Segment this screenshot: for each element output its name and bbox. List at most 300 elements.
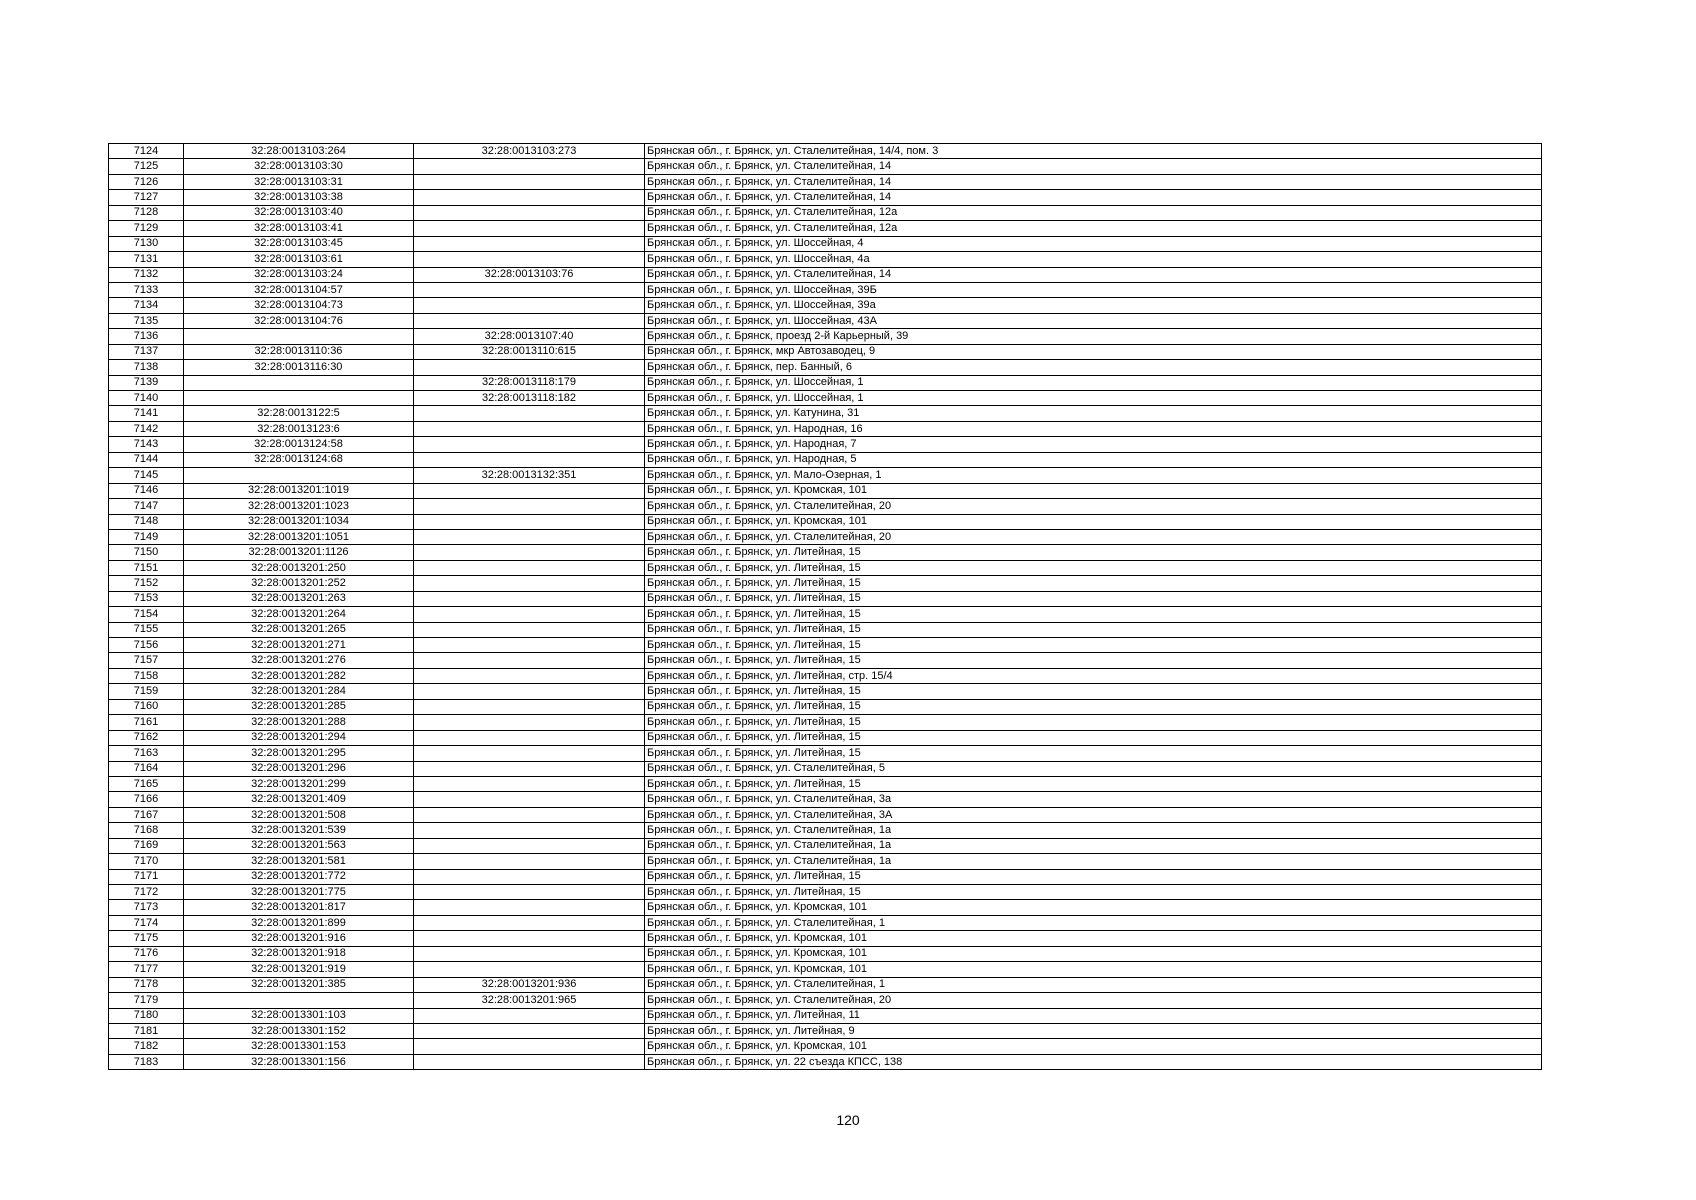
row-number-cell: 7170 bbox=[109, 854, 184, 869]
cadastral-number-cell: 32:28:0013201:271 bbox=[184, 638, 414, 653]
cadastral-number-secondary-cell bbox=[414, 699, 645, 714]
address-cell: Брянская обл., г. Брянск, ул. Шоссейная, 4 bbox=[645, 236, 1542, 251]
cadastral-number-secondary-cell bbox=[414, 236, 645, 251]
cadastral-number-cell bbox=[184, 391, 414, 406]
cadastral-number-cell: 32:28:0013201:265 bbox=[184, 622, 414, 637]
registry-table bbox=[108, 143, 1542, 1070]
address-cell: Брянская обл., г. Брянск, ул. Литейная, 15 bbox=[645, 776, 1542, 791]
address-cell: Брянская обл., г. Брянск, ул. Литейная, 15 bbox=[645, 699, 1542, 714]
cadastral-number-secondary-cell: 32:28:0013201:936 bbox=[414, 977, 645, 992]
address-cell: Брянская обл., г. Брянск, ул. Сталелитейная, 14 bbox=[645, 190, 1542, 205]
table-row bbox=[109, 653, 1542, 668]
table-row bbox=[109, 174, 1542, 189]
cadastral-number-secondary-cell bbox=[414, 622, 645, 637]
row-number-cell: 7134 bbox=[109, 298, 184, 313]
cadastral-number-cell: 32:28:0013124:58 bbox=[184, 437, 414, 452]
cadastral-number-secondary-cell bbox=[414, 190, 645, 205]
cadastral-number-cell: 32:28:0013103:45 bbox=[184, 236, 414, 251]
address-cell: Брянская обл., г. Брянск, ул. Сталелитейная, 20 bbox=[645, 993, 1542, 1008]
address-cell: Брянская обл., г. Брянск, ул. Сталелитейная, 5 bbox=[645, 761, 1542, 776]
address-cell: Брянская обл., г. Брянск, ул. Кромская, 101 bbox=[645, 1039, 1542, 1054]
cadastral-number-secondary-cell: 32:28:0013118:179 bbox=[414, 375, 645, 390]
row-number-cell: 7174 bbox=[109, 915, 184, 930]
address-cell: Брянская обл., г. Брянск, ул. Сталелитейная, 14/4, пом. 3 bbox=[645, 144, 1542, 159]
cadastral-number-secondary-cell bbox=[414, 360, 645, 375]
cadastral-number-cell: 32:28:0013201:250 bbox=[184, 560, 414, 575]
table-row bbox=[109, 576, 1542, 591]
address-cell: Брянская обл., г. Брянск, ул. Сталелитейная, 20 bbox=[645, 499, 1542, 514]
table-row bbox=[109, 1039, 1542, 1054]
cadastral-number-cell: 32:28:0013201:899 bbox=[184, 915, 414, 930]
table-row bbox=[109, 977, 1542, 992]
address-cell: Брянская обл., г. Брянск, мкр Автозаводец, 9 bbox=[645, 344, 1542, 359]
row-number-cell: 7135 bbox=[109, 313, 184, 328]
address-cell: Брянская обл., г. Брянск, ул. Кромская, 101 bbox=[645, 946, 1542, 961]
cadastral-number-cell: 32:28:0013116:30 bbox=[184, 360, 414, 375]
cadastral-number-secondary-cell bbox=[414, 421, 645, 436]
row-number-cell: 7183 bbox=[109, 1054, 184, 1069]
address-cell: Брянская обл., г. Брянск, ул. Шоссейная, 39а bbox=[645, 298, 1542, 313]
cadastral-number-secondary-cell bbox=[414, 885, 645, 900]
row-number-cell: 7152 bbox=[109, 576, 184, 591]
address-cell: Брянская обл., г. Брянск, ул. Мало-Озерная, 1 bbox=[645, 468, 1542, 483]
row-number-cell: 7144 bbox=[109, 452, 184, 467]
table-row bbox=[109, 638, 1542, 653]
address-cell: Брянская обл., г. Брянск, ул. Сталелитейная, 3А bbox=[645, 807, 1542, 822]
address-cell: Брянская обл., г. Брянск, ул. Литейная, 15 bbox=[645, 607, 1542, 622]
cadastral-number-secondary-cell bbox=[414, 900, 645, 915]
cadastral-number-cell: 32:28:0013201:264 bbox=[184, 607, 414, 622]
cadastral-number-secondary-cell bbox=[414, 746, 645, 761]
table-row bbox=[109, 962, 1542, 977]
address-cell: Брянская обл., г. Брянск, ул. Сталелитейная, 12а bbox=[645, 221, 1542, 236]
table-row bbox=[109, 221, 1542, 236]
cadastral-number-cell: 32:28:0013201:1034 bbox=[184, 514, 414, 529]
table-row bbox=[109, 267, 1542, 282]
row-number-cell: 7145 bbox=[109, 468, 184, 483]
cadastral-number-secondary-cell bbox=[414, 638, 645, 653]
cadastral-number-secondary-cell bbox=[414, 1008, 645, 1023]
cadastral-number-secondary-cell bbox=[414, 838, 645, 853]
row-number-cell: 7137 bbox=[109, 344, 184, 359]
row-number-cell: 7139 bbox=[109, 375, 184, 390]
address-cell: Брянская обл., г. Брянск, ул. Кромская, 101 bbox=[645, 962, 1542, 977]
row-number-cell: 7150 bbox=[109, 545, 184, 560]
cadastral-number-cell: 32:28:0013201:295 bbox=[184, 746, 414, 761]
cadastral-number-secondary-cell: 32:28:0013110:615 bbox=[414, 344, 645, 359]
cadastral-number-cell bbox=[184, 375, 414, 390]
table-row bbox=[109, 329, 1542, 344]
cadastral-number-cell: 32:28:0013201:284 bbox=[184, 684, 414, 699]
address-cell: Брянская обл., г. Брянск, ул. Народная, 16 bbox=[645, 421, 1542, 436]
address-cell: Брянская обл., г. Брянск, ул. Сталелитейная, 14 bbox=[645, 174, 1542, 189]
row-number-cell: 7180 bbox=[109, 1008, 184, 1023]
address-cell: Брянская обл., г. Брянск, ул. Литейная, 15 bbox=[645, 653, 1542, 668]
table-row bbox=[109, 931, 1542, 946]
table-row bbox=[109, 823, 1542, 838]
cadastral-number-secondary-cell bbox=[414, 560, 645, 575]
table-row bbox=[109, 900, 1542, 915]
row-number-cell: 7158 bbox=[109, 668, 184, 683]
row-number-cell: 7178 bbox=[109, 977, 184, 992]
registry-table-container bbox=[108, 143, 1541, 1070]
cadastral-number-cell: 32:28:0013201:296 bbox=[184, 761, 414, 776]
cadastral-number-secondary-cell bbox=[414, 684, 645, 699]
row-number-cell: 7153 bbox=[109, 591, 184, 606]
row-number-cell: 7156 bbox=[109, 638, 184, 653]
address-cell: Брянская обл., г. Брянск, ул. Литейная, 15 bbox=[645, 576, 1542, 591]
address-cell: Брянская обл., г. Брянск, ул. Литейная, 15 bbox=[645, 622, 1542, 637]
cadastral-number-secondary-cell bbox=[414, 529, 645, 544]
cadastral-number-cell: 32:28:0013301:103 bbox=[184, 1008, 414, 1023]
cadastral-number-secondary-cell: 32:28:0013118:182 bbox=[414, 391, 645, 406]
table-row bbox=[109, 776, 1542, 791]
cadastral-number-secondary-cell bbox=[414, 545, 645, 560]
address-cell: Брянская обл., г. Брянск, ул. Литейная, 15 bbox=[645, 684, 1542, 699]
cadastral-number-cell: 32:28:0013201:772 bbox=[184, 869, 414, 884]
cadastral-number-secondary-cell bbox=[414, 437, 645, 452]
address-cell: Брянская обл., г. Брянск, ул. Литейная, 15 bbox=[645, 885, 1542, 900]
table-row bbox=[109, 190, 1542, 205]
cadastral-number-cell: 32:28:0013103:31 bbox=[184, 174, 414, 189]
cadastral-number-secondary-cell bbox=[414, 653, 645, 668]
table-row bbox=[109, 684, 1542, 699]
cadastral-number-cell: 32:28:0013201:817 bbox=[184, 900, 414, 915]
cadastral-number-secondary-cell bbox=[414, 452, 645, 467]
row-number-cell: 7173 bbox=[109, 900, 184, 915]
address-cell: Брянская обл., г. Брянск, ул. Литейная, 9 bbox=[645, 1023, 1542, 1038]
address-cell: Брянская обл., г. Брянск, ул. Шоссейная, 39Б bbox=[645, 282, 1542, 297]
table-row bbox=[109, 421, 1542, 436]
cadastral-number-cell: 32:28:0013201:581 bbox=[184, 854, 414, 869]
cadastral-number-secondary-cell bbox=[414, 1039, 645, 1054]
cadastral-number-cell bbox=[184, 993, 414, 1008]
address-cell: Брянская обл., г. Брянск, проезд 2-й Карьерный, 39 bbox=[645, 329, 1542, 344]
address-cell: Брянская обл., г. Брянск, ул. Сталелитейная, 14 bbox=[645, 267, 1542, 282]
table-row bbox=[109, 730, 1542, 745]
cadastral-number-cell: 32:28:0013201:1023 bbox=[184, 499, 414, 514]
cadastral-number-secondary-cell bbox=[414, 576, 645, 591]
cadastral-number-secondary-cell: 32:28:0013103:273 bbox=[414, 144, 645, 159]
address-cell: Брянская обл., г. Брянск, ул. Сталелитейная, 20 bbox=[645, 529, 1542, 544]
cadastral-number-secondary-cell: 32:28:0013107:40 bbox=[414, 329, 645, 344]
row-number-cell: 7151 bbox=[109, 560, 184, 575]
row-number-cell: 7132 bbox=[109, 267, 184, 282]
address-cell: Брянская обл., г. Брянск, ул. Кромская, 101 bbox=[645, 483, 1542, 498]
table-row bbox=[109, 406, 1542, 421]
address-cell: Брянская обл., г. Брянск, ул. Литейная, 15 bbox=[645, 746, 1542, 761]
address-cell: Брянская обл., г. Брянск, ул. Шоссейная, 4а bbox=[645, 252, 1542, 267]
cadastral-number-cell: 32:28:0013201:409 bbox=[184, 792, 414, 807]
table-row bbox=[109, 885, 1542, 900]
row-number-cell: 7127 bbox=[109, 190, 184, 205]
cadastral-number-cell bbox=[184, 329, 414, 344]
table-row bbox=[109, 854, 1542, 869]
row-number-cell: 7182 bbox=[109, 1039, 184, 1054]
row-number-cell: 7166 bbox=[109, 792, 184, 807]
row-number-cell: 7157 bbox=[109, 653, 184, 668]
row-number-cell: 7147 bbox=[109, 499, 184, 514]
cadastral-number-secondary-cell bbox=[414, 1054, 645, 1069]
cadastral-number-cell: 32:28:0013104:73 bbox=[184, 298, 414, 313]
table-row bbox=[109, 1023, 1542, 1038]
cadastral-number-cell: 32:28:0013201:285 bbox=[184, 699, 414, 714]
address-cell: Брянская обл., г. Брянск, ул. Сталелитейная, 1а bbox=[645, 854, 1542, 869]
cadastral-number-cell: 32:28:0013201:919 bbox=[184, 962, 414, 977]
cadastral-number-cell: 32:28:0013201:263 bbox=[184, 591, 414, 606]
cadastral-number-secondary-cell bbox=[414, 962, 645, 977]
table-row bbox=[109, 591, 1542, 606]
row-number-cell: 7162 bbox=[109, 730, 184, 745]
row-number-cell: 7177 bbox=[109, 962, 184, 977]
table-row bbox=[109, 946, 1542, 961]
table-row bbox=[109, 807, 1542, 822]
cadastral-number-secondary-cell bbox=[414, 499, 645, 514]
row-number-cell: 7154 bbox=[109, 607, 184, 622]
cadastral-number-cell bbox=[184, 468, 414, 483]
row-number-cell: 7181 bbox=[109, 1023, 184, 1038]
cadastral-number-secondary-cell bbox=[414, 668, 645, 683]
cadastral-number-secondary-cell bbox=[414, 869, 645, 884]
cadastral-number-secondary-cell bbox=[414, 931, 645, 946]
cadastral-number-cell: 32:28:0013201:563 bbox=[184, 838, 414, 853]
row-number-cell: 7169 bbox=[109, 838, 184, 853]
cadastral-number-secondary-cell bbox=[414, 252, 645, 267]
row-number-cell: 7163 bbox=[109, 746, 184, 761]
cadastral-number-cell: 32:28:0013301:152 bbox=[184, 1023, 414, 1038]
cadastral-number-secondary-cell bbox=[414, 823, 645, 838]
address-cell: Брянская обл., г. Брянск, ул. Катунина, 31 bbox=[645, 406, 1542, 421]
table-row bbox=[109, 514, 1542, 529]
cadastral-number-cell: 32:28:0013201:299 bbox=[184, 776, 414, 791]
cadastral-number-secondary-cell: 32:28:0013132:351 bbox=[414, 468, 645, 483]
table-row bbox=[109, 668, 1542, 683]
cadastral-number-secondary-cell bbox=[414, 406, 645, 421]
row-number-cell: 7138 bbox=[109, 360, 184, 375]
row-number-cell: 7125 bbox=[109, 159, 184, 174]
address-cell: Брянская обл., г. Брянск, ул. Литейная, стр. 15/4 bbox=[645, 668, 1542, 683]
address-cell: Брянская обл., г. Брянск, ул. Шоссейная, 1 bbox=[645, 375, 1542, 390]
cadastral-number-secondary-cell bbox=[414, 313, 645, 328]
row-number-cell: 7179 bbox=[109, 993, 184, 1008]
address-cell: Брянская обл., г. Брянск, ул. Сталелитейная, 14 bbox=[645, 159, 1542, 174]
row-number-cell: 7130 bbox=[109, 236, 184, 251]
row-number-cell: 7175 bbox=[109, 931, 184, 946]
cadastral-number-cell: 32:28:0013110:36 bbox=[184, 344, 414, 359]
row-number-cell: 7168 bbox=[109, 823, 184, 838]
table-row bbox=[109, 1008, 1542, 1023]
cadastral-number-cell: 32:28:0013103:264 bbox=[184, 144, 414, 159]
address-cell: Брянская обл., г. Брянск, ул. Кромская, 101 bbox=[645, 514, 1542, 529]
row-number-cell: 7129 bbox=[109, 221, 184, 236]
cadastral-number-secondary-cell: 32:28:0013103:76 bbox=[414, 267, 645, 282]
table-row bbox=[109, 560, 1542, 575]
cadastral-number-cell: 32:28:0013104:57 bbox=[184, 282, 414, 297]
cadastral-number-cell: 32:28:0013201:276 bbox=[184, 653, 414, 668]
cadastral-number-secondary-cell bbox=[414, 792, 645, 807]
address-cell: Брянская обл., г. Брянск, ул. Шоссейная, 43А bbox=[645, 313, 1542, 328]
table-row bbox=[109, 499, 1542, 514]
row-number-cell: 7128 bbox=[109, 205, 184, 220]
table-row bbox=[109, 159, 1542, 174]
address-cell: Брянская обл., г. Брянск, ул. Литейная, 15 bbox=[645, 545, 1542, 560]
table-row bbox=[109, 236, 1542, 251]
table-row bbox=[109, 391, 1542, 406]
table-row bbox=[109, 699, 1542, 714]
row-number-cell: 7149 bbox=[109, 529, 184, 544]
cadastral-number-cell: 32:28:0013201:282 bbox=[184, 668, 414, 683]
address-cell: Брянская обл., г. Брянск, ул. Сталелитейная, 1а bbox=[645, 823, 1542, 838]
table-row bbox=[109, 360, 1542, 375]
cadastral-number-secondary-cell bbox=[414, 761, 645, 776]
cadastral-number-secondary-cell bbox=[414, 776, 645, 791]
table-row bbox=[109, 915, 1542, 930]
cadastral-number-secondary-cell bbox=[414, 591, 645, 606]
table-row bbox=[109, 529, 1542, 544]
row-number-cell: 7165 bbox=[109, 776, 184, 791]
address-cell: Брянская обл., г. Брянск, ул. Народная, 7 bbox=[645, 437, 1542, 452]
cadastral-number-cell: 32:28:0013123:6 bbox=[184, 421, 414, 436]
cadastral-number-cell: 32:28:0013201:539 bbox=[184, 823, 414, 838]
table-row bbox=[109, 375, 1542, 390]
cadastral-number-secondary-cell bbox=[414, 915, 645, 930]
row-number-cell: 7167 bbox=[109, 807, 184, 822]
cadastral-number-cell: 32:28:0013122:5 bbox=[184, 406, 414, 421]
cadastral-number-cell: 32:28:0013103:41 bbox=[184, 221, 414, 236]
cadastral-number-secondary-cell bbox=[414, 807, 645, 822]
row-number-cell: 7141 bbox=[109, 406, 184, 421]
table-row bbox=[109, 869, 1542, 884]
cadastral-number-cell: 32:28:0013201:775 bbox=[184, 885, 414, 900]
cadastral-number-secondary-cell bbox=[414, 730, 645, 745]
row-number-cell: 7172 bbox=[109, 885, 184, 900]
address-cell: Брянская обл., г. Брянск, пер. Банный, 6 bbox=[645, 360, 1542, 375]
row-number-cell: 7136 bbox=[109, 329, 184, 344]
address-cell: Брянская обл., г. Брянск, ул. Сталелитейная, 3а bbox=[645, 792, 1542, 807]
cadastral-number-secondary-cell bbox=[414, 854, 645, 869]
table-row bbox=[109, 282, 1542, 297]
address-cell: Брянская обл., г. Брянск, ул. Народная, 5 bbox=[645, 452, 1542, 467]
table-row bbox=[109, 252, 1542, 267]
address-cell: Брянская обл., г. Брянск, ул. Кромская, 101 bbox=[645, 900, 1542, 915]
cadastral-number-secondary-cell bbox=[414, 514, 645, 529]
cadastral-number-cell: 32:28:0013201:385 bbox=[184, 977, 414, 992]
cadastral-number-cell: 32:28:0013103:24 bbox=[184, 267, 414, 282]
row-number-cell: 7146 bbox=[109, 483, 184, 498]
row-number-cell: 7142 bbox=[109, 421, 184, 436]
row-number-cell: 7161 bbox=[109, 715, 184, 730]
cadastral-number-cell: 32:28:0013201:916 bbox=[184, 931, 414, 946]
row-number-cell: 7171 bbox=[109, 869, 184, 884]
cadastral-number-cell: 32:28:0013103:38 bbox=[184, 190, 414, 205]
row-number-cell: 7124 bbox=[109, 144, 184, 159]
cadastral-number-cell: 32:28:0013201:1126 bbox=[184, 545, 414, 560]
cadastral-number-cell: 32:28:0013201:288 bbox=[184, 715, 414, 730]
cadastral-number-secondary-cell bbox=[414, 946, 645, 961]
cadastral-number-secondary-cell bbox=[414, 221, 645, 236]
row-number-cell: 7159 bbox=[109, 684, 184, 699]
cadastral-number-cell: 32:28:0013301:153 bbox=[184, 1039, 414, 1054]
address-cell: Брянская обл., г. Брянск, ул. 22 съезда КПСС, 138 bbox=[645, 1054, 1542, 1069]
table-row bbox=[109, 1054, 1542, 1069]
page-number: 120 bbox=[836, 1112, 860, 1128]
cadastral-number-cell: 32:28:0013201:1019 bbox=[184, 483, 414, 498]
table-row bbox=[109, 838, 1542, 853]
table-row bbox=[109, 313, 1542, 328]
cadastral-number-cell: 32:28:0013103:30 bbox=[184, 159, 414, 174]
address-cell: Брянская обл., г. Брянск, ул. Кромская, 101 bbox=[645, 931, 1542, 946]
address-cell: Брянская обл., г. Брянск, ул. Сталелитейная, 1а bbox=[645, 838, 1542, 853]
cadastral-number-cell: 32:28:0013103:40 bbox=[184, 205, 414, 220]
cadastral-number-cell: 32:28:0013103:61 bbox=[184, 252, 414, 267]
address-cell: Брянская обл., г. Брянск, ул. Литейная, 15 bbox=[645, 591, 1542, 606]
address-cell: Брянская обл., г. Брянск, ул. Литейная, 15 bbox=[645, 869, 1542, 884]
cadastral-number-secondary-cell bbox=[414, 159, 645, 174]
cadastral-number-cell: 32:28:0013104:76 bbox=[184, 313, 414, 328]
table-row bbox=[109, 437, 1542, 452]
cadastral-number-cell: 32:28:0013201:1051 bbox=[184, 529, 414, 544]
table-row bbox=[109, 761, 1542, 776]
row-number-cell: 7140 bbox=[109, 391, 184, 406]
cadastral-number-secondary-cell bbox=[414, 715, 645, 730]
table-row bbox=[109, 452, 1542, 467]
address-cell: Брянская обл., г. Брянск, ул. Сталелитейная, 1 bbox=[645, 915, 1542, 930]
cadastral-number-cell: 32:28:0013301:156 bbox=[184, 1054, 414, 1069]
cadastral-number-cell: 32:28:0013201:918 bbox=[184, 946, 414, 961]
address-cell: Брянская обл., г. Брянск, ул. Литейная, 15 bbox=[645, 560, 1542, 575]
cadastral-number-secondary-cell bbox=[414, 483, 645, 498]
address-cell: Брянская обл., г. Брянск, ул. Шоссейная, 1 bbox=[645, 391, 1542, 406]
row-number-cell: 7160 bbox=[109, 699, 184, 714]
table-row bbox=[109, 545, 1542, 560]
address-cell: Брянская обл., г. Брянск, ул. Литейная, 11 bbox=[645, 1008, 1542, 1023]
row-number-cell: 7143 bbox=[109, 437, 184, 452]
address-cell: Брянская обл., г. Брянск, ул. Сталелитейная, 12а bbox=[645, 205, 1542, 220]
table-row bbox=[109, 483, 1542, 498]
cadastral-number-secondary-cell bbox=[414, 174, 645, 189]
table-row bbox=[109, 622, 1542, 637]
cadastral-number-secondary-cell bbox=[414, 298, 645, 313]
row-number-cell: 7131 bbox=[109, 252, 184, 267]
cadastral-number-cell: 32:28:0013201:508 bbox=[184, 807, 414, 822]
table-row bbox=[109, 144, 1542, 159]
row-number-cell: 7126 bbox=[109, 174, 184, 189]
table-row bbox=[109, 205, 1542, 220]
address-cell: Брянская обл., г. Брянск, ул. Литейная, 15 bbox=[645, 715, 1542, 730]
cadastral-number-secondary-cell bbox=[414, 607, 645, 622]
table-row bbox=[109, 993, 1542, 1008]
cadastral-number-cell: 32:28:0013201:294 bbox=[184, 730, 414, 745]
row-number-cell: 7155 bbox=[109, 622, 184, 637]
row-number-cell: 7164 bbox=[109, 761, 184, 776]
table-row bbox=[109, 792, 1542, 807]
address-cell: Брянская обл., г. Брянск, ул. Литейная, 15 bbox=[645, 638, 1542, 653]
cadastral-number-secondary-cell bbox=[414, 282, 645, 297]
table-row bbox=[109, 715, 1542, 730]
table-row bbox=[109, 344, 1542, 359]
cadastral-number-secondary-cell bbox=[414, 1023, 645, 1038]
table-row bbox=[109, 746, 1542, 761]
address-cell: Брянская обл., г. Брянск, ул. Сталелитейная, 1 bbox=[645, 977, 1542, 992]
cadastral-number-secondary-cell: 32:28:0013201:965 bbox=[414, 993, 645, 1008]
cadastral-number-secondary-cell bbox=[414, 205, 645, 220]
row-number-cell: 7148 bbox=[109, 514, 184, 529]
table-row bbox=[109, 468, 1542, 483]
address-cell: Брянская обл., г. Брянск, ул. Литейная, 15 bbox=[645, 730, 1542, 745]
table-row bbox=[109, 298, 1542, 313]
row-number-cell: 7133 bbox=[109, 282, 184, 297]
table-row bbox=[109, 607, 1542, 622]
